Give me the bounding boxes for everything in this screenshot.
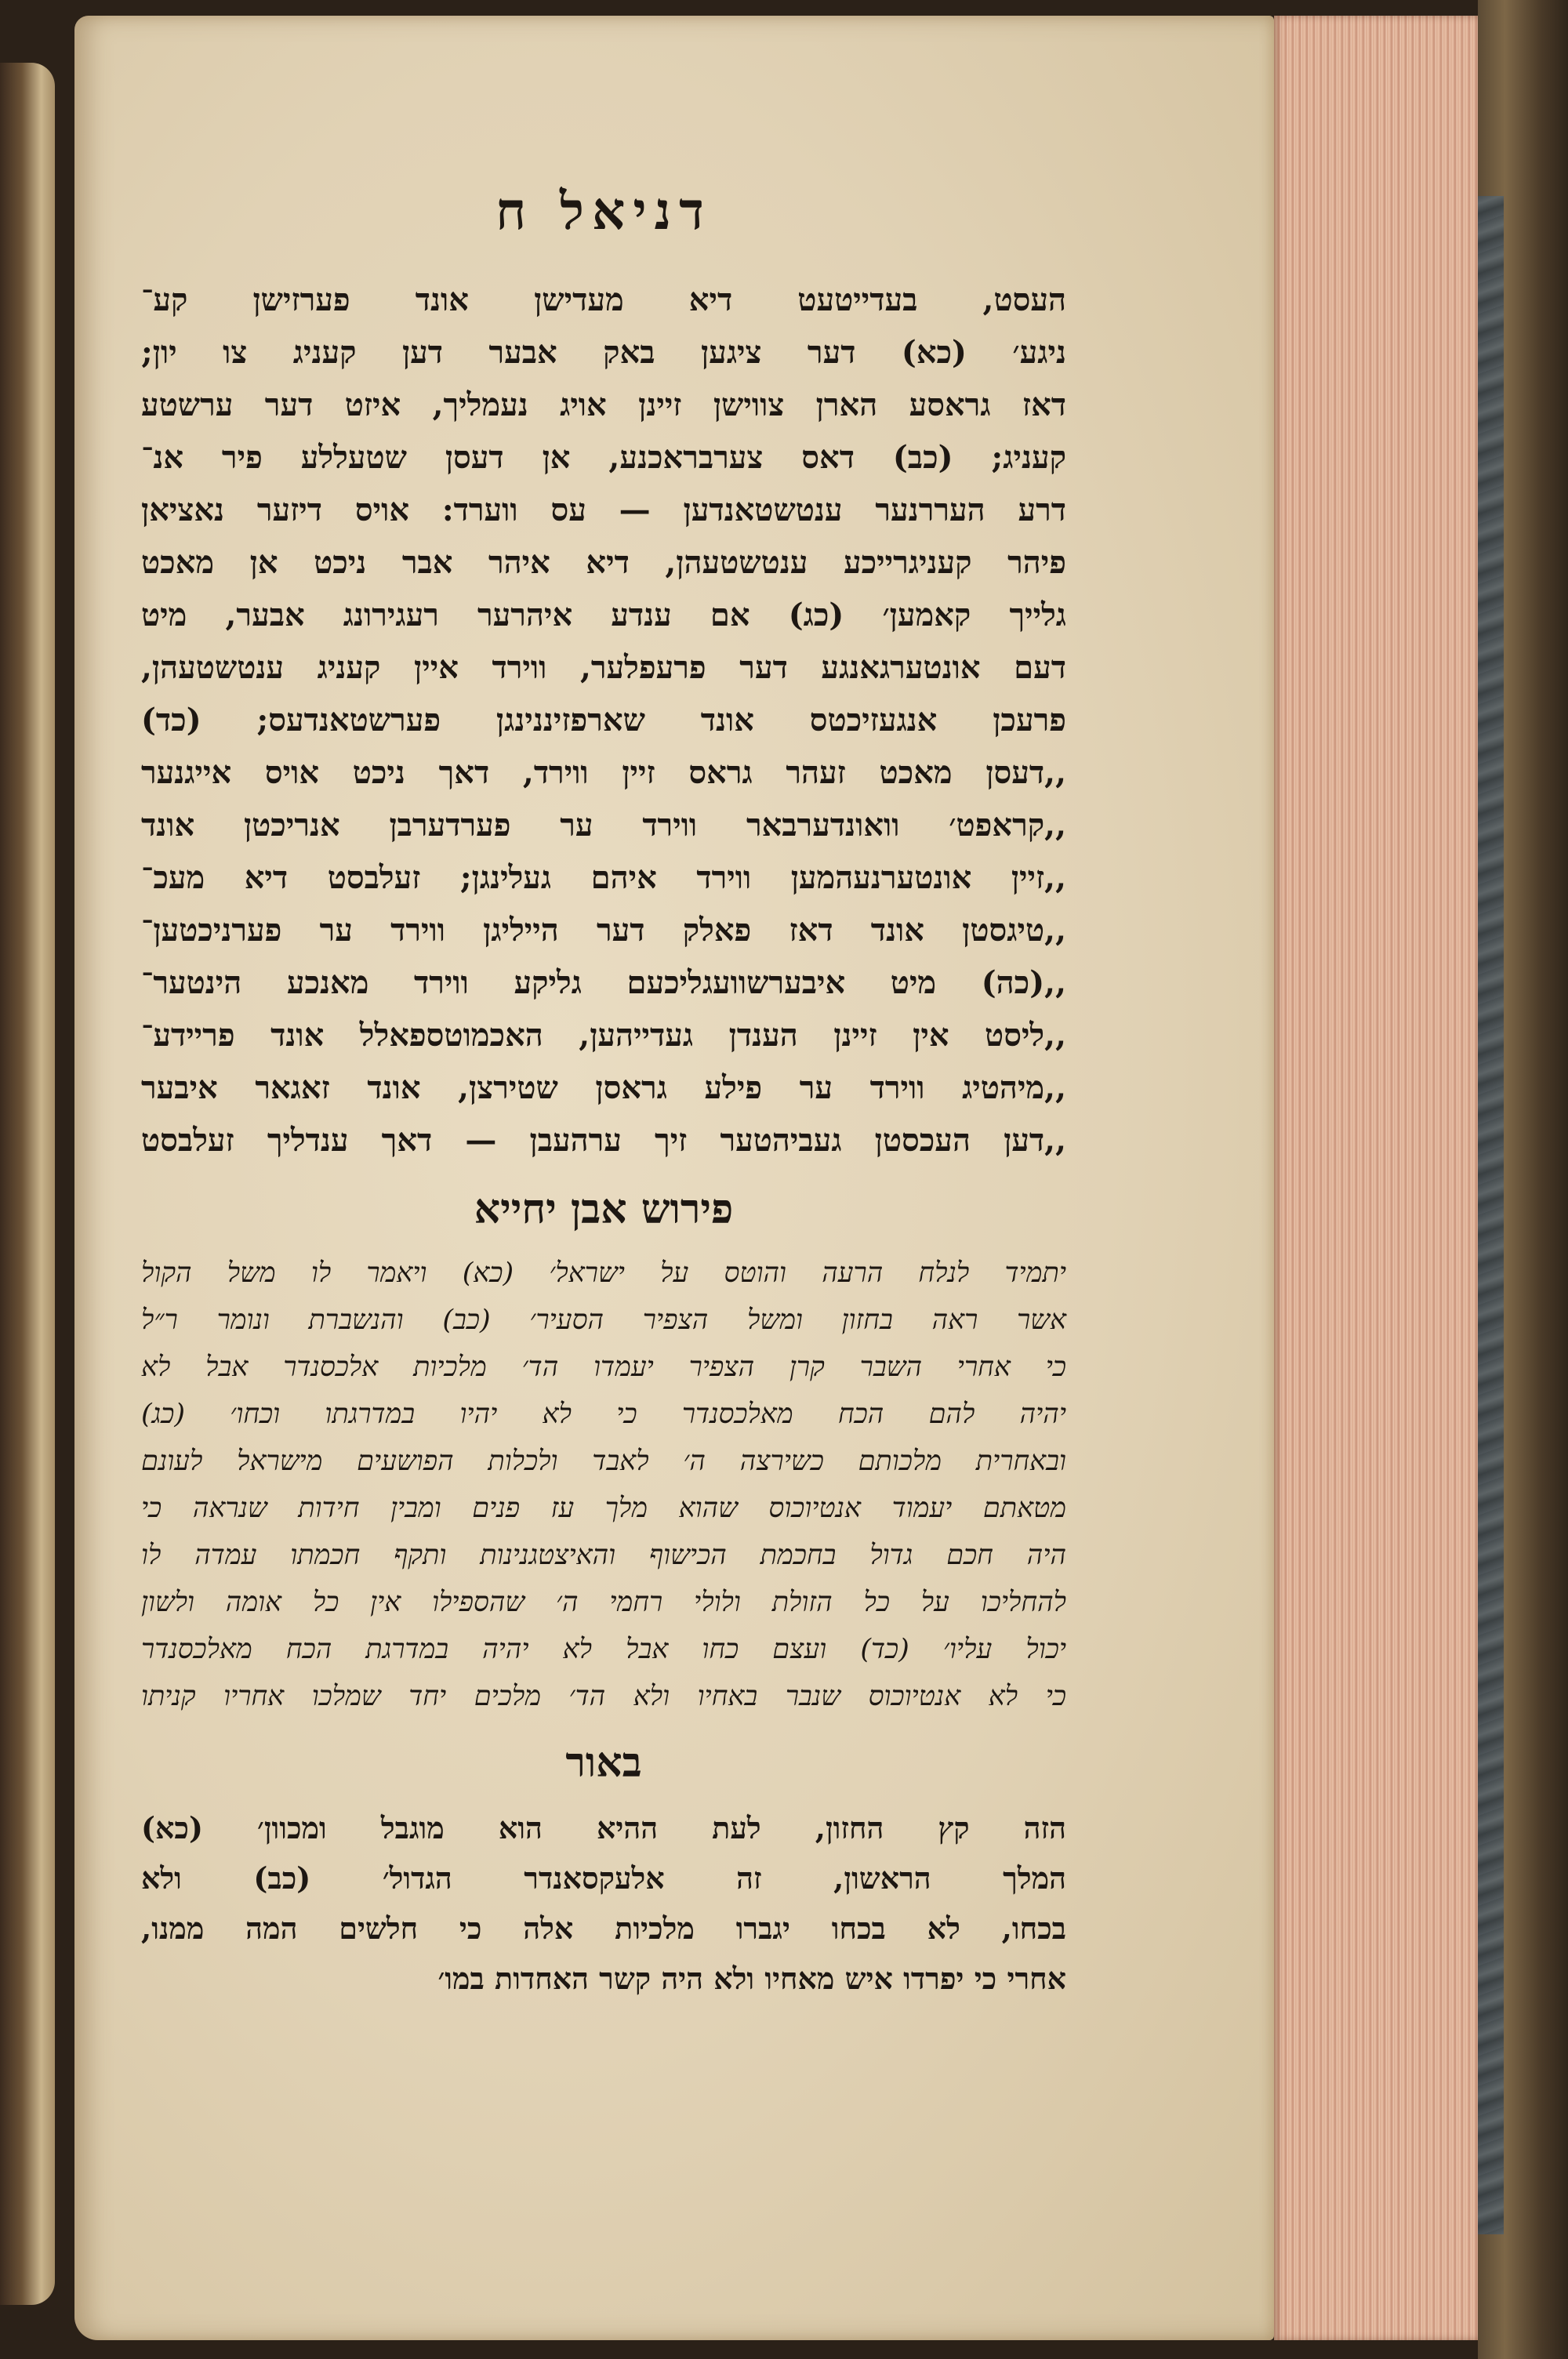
text-line: ,,דען העכסטן געביהטער זיך ערהעבן — דאך ענדליך זעלבסט [141,1122,1066,1159]
commentary-line: אשר ראה בחזון ומשל הצפיר הסעיר׳ (כב) והנשברת ונומר ר״ל [141,1305,1066,1336]
text-line: ,,קראפט׳ וואונדערבאר ווירד ער פערדערבן אנריכטן אונד [141,807,1066,844]
page-text [141,180,1066,2004]
commentary-line: יתמיד לנלח הרעה והוטס על ישראל׳ (כא) ויאמר לו משל הקול [141,1258,1066,1289]
text-line: ,,טיגסטן אונד דאז פאלק דער הייליגן ווירד ער פערניכטען־ [141,912,1066,949]
commentary-line: ובאחרית מלכותם כשירצה ה׳ לאבד ולכלות הפושעים מישראל לעונם [141,1446,1066,1477]
commentary-line: מטאתם יעמוד אנטיוכוס שהוא מלך עז פנים ומבין חידות שנראה כי [141,1493,1066,1524]
text-line: פרעכן אנגעזיכטס אונד שארפזיננינגן פערשטאנדעס; (כד) [141,702,1066,739]
text-line: ,,(כה) מיט איבערשוועגליכעם גליקע ווירד מאנכע הינטער־ [141,964,1066,1001]
yiddish-translation [141,274,1066,1167]
text-line: ,,דעסן מאכט זעהר גראס זיין ווירד, דאך ניכט אויס אייגנער [141,754,1066,791]
text-line: דרע העררנער ענטשטאנדען — עס ווערד: אויס דיזער נאציאן [141,492,1066,528]
text-line: העסט, בעדייטעט דיא מעדישן אונד פערזישן קע־ [141,281,1066,318]
text-line: ,,זיין אונטערנעהמען ווירד איהם געלינגן; זעלבסט דיא מעכ־ [141,859,1066,896]
commentary-line: יהיה להם הכח מאלכסנדר כי לא יהיו במדרגתו וכחו׳ (כג) [141,1399,1066,1430]
commentary-line: כי אחרי השבר קרן הצפיר יעמדו הד׳ מלכיות אלכסנדר אבל לא [141,1352,1066,1383]
previous-page-edge [0,63,55,2305]
commentary-line: כי לא אנטיוכוס שנבר באחיו ולא הד׳ מלכים יחד שמלכו אחריו קניתו [141,1681,1066,1712]
text-line: גלייך קאמען׳ (כג) אם ענדע איהרער רעגירונג אבער, מיט [141,597,1066,633]
commentary-text [141,1250,1066,1720]
biur-line: הזה קץ החזון, לעת ההיא הוא מוגבל ומכוון׳ (כא) [141,1810,1066,1845]
running-head: דניאל ח [495,180,712,241]
text-line: ניגע׳ (כא) דער ציגען באק אבער דען קעניג צו יון; [141,334,1067,371]
text-line: דאז גראסע הארן צווישן זיינן אויג נעמליך, איזט דער ערשטע [141,387,1066,423]
commentary-heading: פירוש אבן יחייא [474,1185,734,1233]
text-line: פיהר קעניגרייכע ענטשטעהן, דיא איהר אבר ניכט אן מאכט [141,544,1066,581]
commentary-line: להחליכו על כל הזולת ולולי רחמי ה׳ שהספילו אין כל אומה ולשון [141,1587,1066,1618]
biur-line: אחרי כי יפרדו איש מאחיו ולא היה קשר האחדות במו׳ [437,1961,1066,1996]
text-line: ,,מיהטיג ווירד ער פילע גראסן שטירצן, אונד זאגאר איבער [141,1069,1066,1106]
text-line: קעניג; (כב) דאס צערבראכנע, אן דעסן שטעללע פיר אנ־ [141,439,1066,476]
commentary-line: היה חכם גדול בחכמת הכישוף והאיצטגנינות ותקף חכמתו עמדה לו [141,1540,1066,1571]
biur-line: בכחו, לא בכחו יגברו מלכיות אלה כי חלשים המה ממנו, [141,1911,1066,1946]
text-line: דעם אונטערגאנגע דער פרעפלער, ווירד איין קעניג ענטשטעהן, [141,649,1066,686]
biur-text [141,1803,1066,2004]
biur-line: המלך הראשון, זה אלעקסאנדר הגדול׳ (כב) ולא [141,1860,1066,1896]
page-edges [1274,16,1478,2340]
text-line: ,,ליסט אין זיינן הענדן געדייהען, האכמוטספאלל אונד פריידע־ [141,1017,1066,1054]
biur-heading: באור [565,1739,642,1787]
commentary-line: יכול עליו׳ (כד) ועצם כחו אבל לא יהיה במדרגת הכח מאלכסנדר [141,1634,1066,1665]
